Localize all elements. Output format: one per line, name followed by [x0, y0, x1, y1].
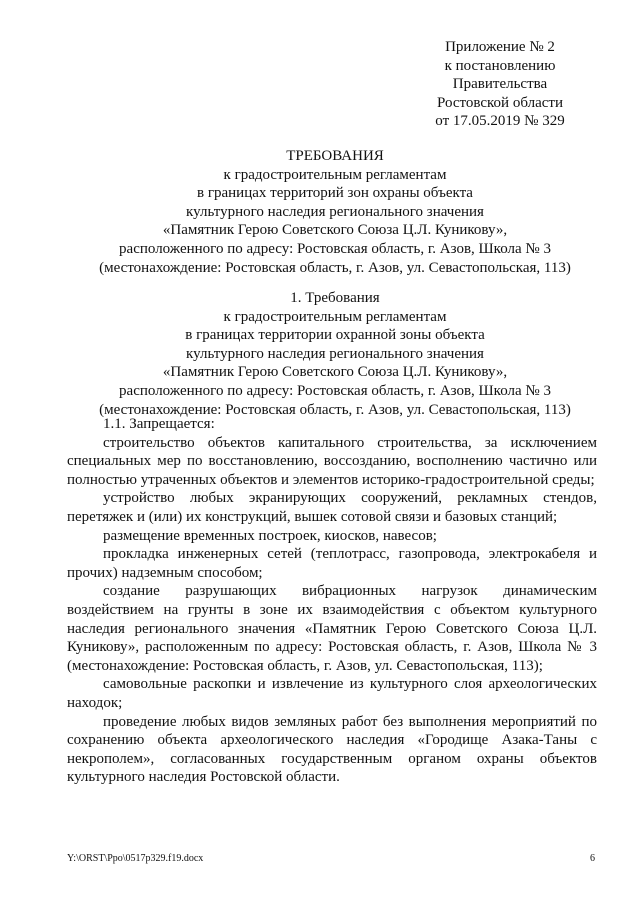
title-line: (местонахождение: Ростовская область, г. Азов, ул. Севастопольская, 113): [99, 259, 571, 276]
section-line: к градостроительным регламентам: [223, 308, 447, 325]
page-number: 6: [590, 853, 595, 864]
title-line: ТРЕБОВАНИЯ: [286, 148, 384, 164]
paragraph: строительство объектов капитального строительства, за исключением специальных мер по восстановлению, воссозданию, восполнению частично или полностью утраченных объектов и элементов историко-градостроительной среды;: [67, 434, 597, 488]
paragraph: прокладка инженерных сетей (теплотрасс, газопровода, электрокабеля и прочих) надземным способом;: [67, 546, 597, 581]
body-text: [67, 415, 597, 787]
paragraph: проведение любых видов земляных работ без выполнения мероприятий по сохранению объекта археологического наследия «Городище Азака-Таны с некрополем», согласованных государственным органом охраны объектов культурного наследия Ростовской области.: [67, 713, 597, 786]
paragraph: самовольные раскопки и извлечение из культурного слоя археологических находок;: [67, 676, 597, 711]
annex-line: Приложение № 2: [445, 39, 555, 55]
annex-line: к постановлению: [444, 57, 556, 74]
section-line: 1. Требования: [290, 290, 380, 306]
annex-line: от 17.05.2019 № 329: [435, 113, 565, 130]
title-line: в границах территорий зон охраны объекта: [197, 185, 473, 202]
section-line: в границах территории охранной зоны объекта: [185, 327, 485, 344]
annex-line: Ростовской области: [437, 94, 563, 111]
paragraph: 1.1. Запрещается:: [103, 416, 215, 432]
title-line: «Памятник Герою Советского Союза Ц.Л. Куникову»,: [162, 222, 508, 239]
document-title: [60, 147, 610, 277]
section-line: культурного наследия регионального значения: [186, 345, 484, 362]
title-line: к градостроительным регламентам: [223, 166, 447, 183]
title-line: культурного наследия регионального значения: [186, 203, 484, 220]
annex-header: [400, 38, 600, 131]
section-line: расположенного по адресу: Ростовская область, г. Азов, Школа № 3: [119, 382, 551, 399]
paragraph: размещение временных построек, киосков, навесов;: [103, 527, 437, 544]
paragraph: устройство любых экранирующих сооружений, рекламных стендов, перетяжек и (или) их конструкций, вышек сотовой связи и базовых станций;: [67, 490, 597, 525]
section-line: «Памятник Герою Советского Союза Ц.Л. Куникову»,: [162, 364, 508, 381]
section-heading: [60, 289, 610, 419]
paragraph: создание разрушающих вибрационных нагрузок динамическим воздействием на грунты в зоне их взаимодействия с объектом культурного наследия регионального значения «Памятник Герою Советского Союза Ц.Л. Куникову», расположенным по адресу: Ростовская область, г. Азов, Школа № 3 (местонахождение: Ростовская область, г. Азов, ул. Севастопольская, 113);: [67, 583, 597, 674]
footer-file-path: Y:\ORST\Ppo\0517p329.f19.docx: [67, 853, 204, 864]
annex-line: Правительства: [452, 76, 548, 93]
title-line: расположенного по адресу: Ростовская область, г. Азов, Школа № 3: [119, 240, 551, 257]
section-line: (местонахождение: Ростовская область, г. Азов, ул. Севастопольская, 113): [99, 401, 571, 418]
